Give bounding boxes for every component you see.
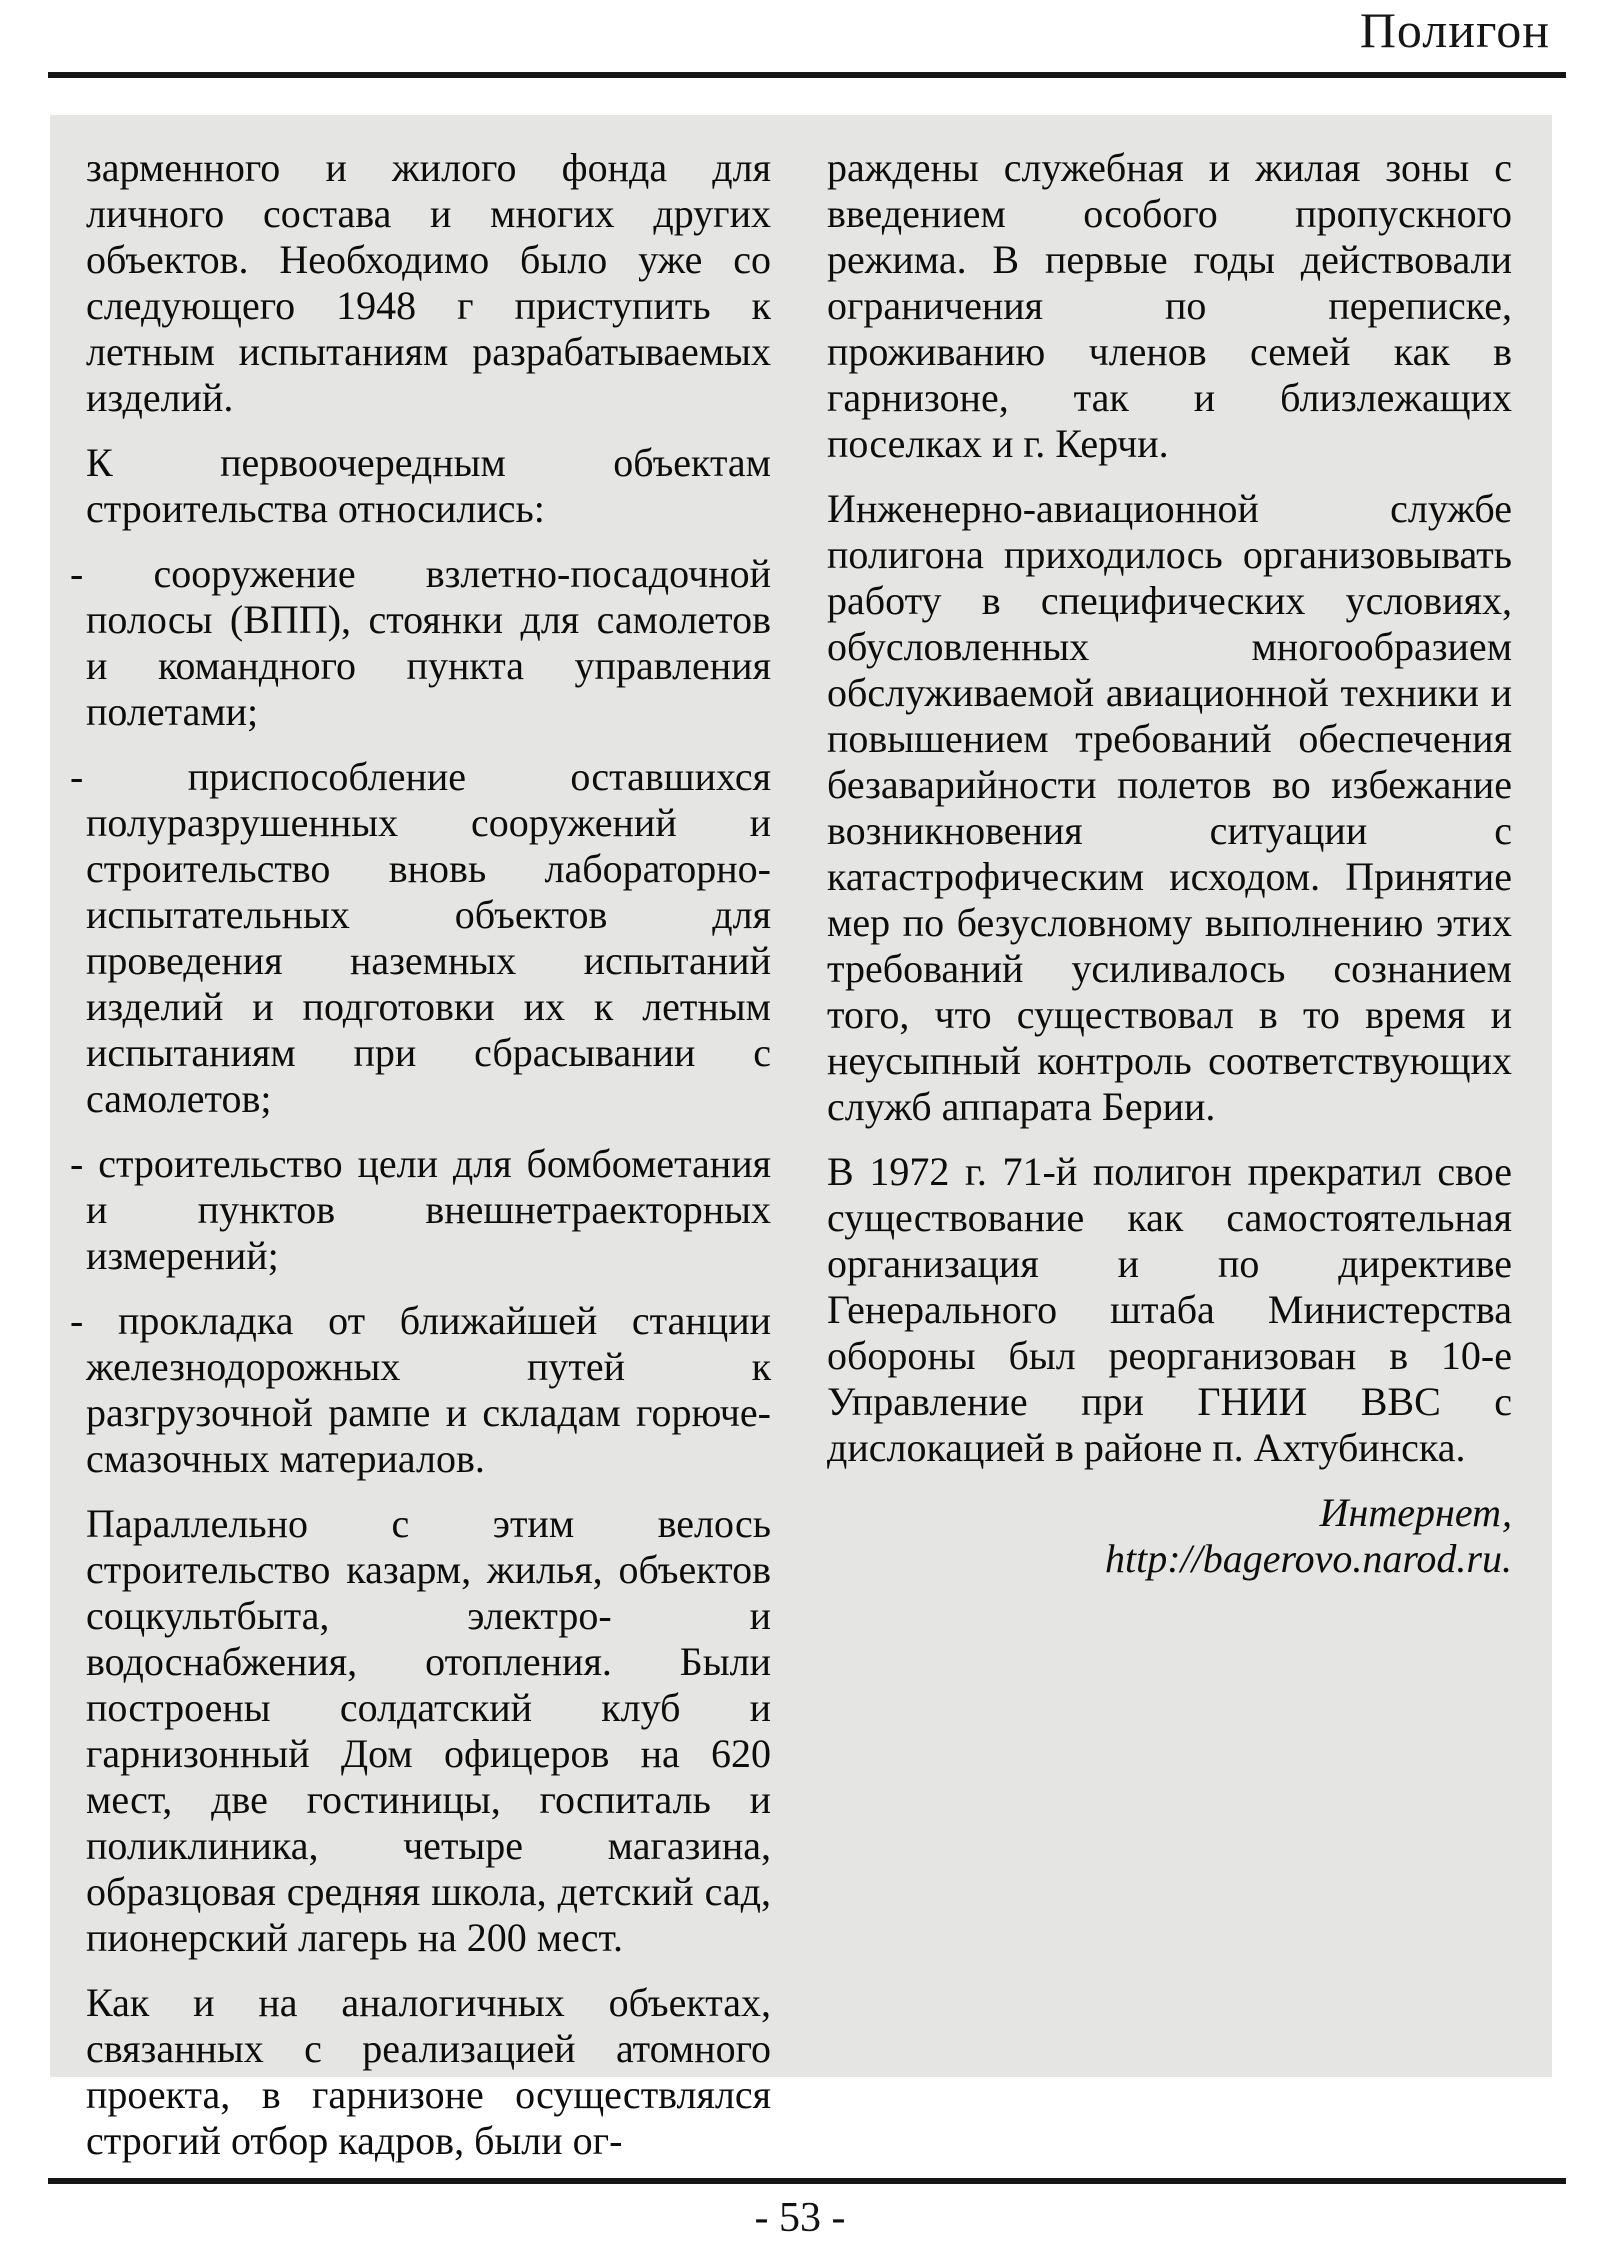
footer-rule: [48, 2178, 1566, 2184]
running-head-title: Полигон: [1359, 2, 1550, 58]
page-number: - 53 -: [754, 2195, 846, 2241]
two-column-layout: [70, 145, 1512, 2183]
header-rule: [48, 72, 1566, 78]
list-item: - строительство цели для бомбометания и пунктов внешнетраекторных измерений;: [70, 1141, 771, 1278]
content-box: [50, 115, 1552, 2163]
paragraph: В 1972 г. 71-й полигон прекратил свое существование как самостоятельная организация и по директиве Генерального штаба Министерства обороны был реорганизован в 10-е Управление при ГНИИ ВВС с дислокацией в районе п. Ахтубинска.: [827, 1149, 1512, 1470]
left-column: [70, 145, 771, 2183]
list-item: - сооружение взлетно-посадочной полосы (ВПП), стоянки для самолетов и командного пункта управления полетами;: [70, 551, 771, 734]
paragraph-intro-list: К первоочередным объектам строительства относились:: [86, 440, 771, 531]
paragraph-continuation: зарменного и жилого фонда для личного состава и многих других объектов. Необходимо было уже со следующего 1948 г приступить к летным испытаниям разрабатываемых изделий.: [86, 145, 771, 420]
paragraph: Параллельно с этим велось строительство казарм, жилья, объектов соцкультбыта, электро- и водоснабжения, отопления. Были построены солдатский клуб и гарнизонный Дом офицеров на 620 мест, две гостиницы, госпиталь и поликлиника, четыре магазина, образцовая средняя школа, детский сад, пионерский лагерь на 200 мест.: [86, 1501, 771, 1960]
right-column: [827, 145, 1512, 1601]
source-attribution: [827, 1490, 1512, 1582]
attribution-url: http://bagerovo.narod.ru.: [1104, 1536, 1512, 1581]
paragraph: Как и на аналогичных объектах, связанных с реализацией атомного проекта, в гарнизоне осуществлялся строгий отбор кадров, были ог-: [86, 1980, 771, 2163]
list-item: - приспособление оставшихся полуразрушенных сооружений и строительство вновь лабораторно-испытательных объектов для проведения наземных испытаний изделий и подготовки их к летным испытаниям при сбрасывании с самолетов;: [70, 754, 771, 1121]
paragraph: Инженерно-авиационной службе полигона приходилось организовывать работу в специфических условиях, обусловленных многообразием обслуживаемой авиационной техники и повышением требований обеспечения безаварийности полетов во избежание возникновения ситуации с катастрофическим исходом. Принятие мер по безусловному выполнению этих требований усиливалось сознанием того, что существовал в то время и неусыпный контроль соответствующих служб аппарата Берии.: [827, 486, 1512, 1129]
list-item: - прокладка от ближайшей станции железнодорожных путей к разгрузочной рампе и складам горюче-смазочных материалов.: [70, 1298, 771, 1481]
attribution-source: Интернет,: [1319, 1490, 1512, 1535]
paragraph-continuation: раждены служебная и жилая зоны с введением особого пропускного режима. В первые годы действовали ограничения по переписке, проживанию членов семей как в гарнизоне, так и близлежащих поселках и г. Керчи.: [827, 145, 1512, 466]
